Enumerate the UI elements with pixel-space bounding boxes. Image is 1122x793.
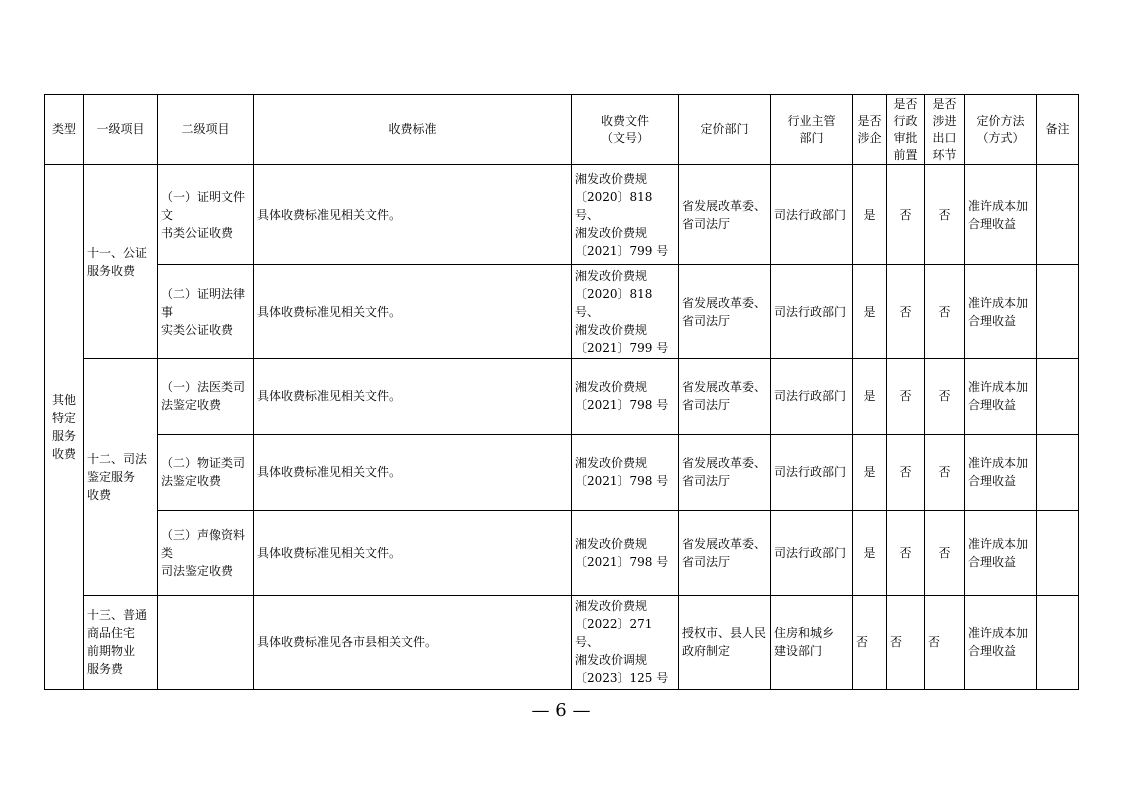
pricing-method-cell: 准许成本加 合理收益 [965, 434, 1037, 510]
level1-cell: 十二、司法 鉴定服务 收费 [84, 359, 158, 595]
admin-approval-cell: 否 [887, 595, 925, 689]
fee-table [44, 94, 1079, 690]
import-export-cell: 否 [925, 595, 965, 689]
doc-cell: 湘发改价费规 〔2022〕271 号、 湘发改价调规 〔2023〕125 号 [572, 595, 679, 689]
industry-dept-cell: 司法行政部门 [771, 510, 853, 595]
doc-cell: 湘发改价费规 〔2021〕798 号 [572, 359, 679, 434]
enterprise-cell: 是 [853, 434, 887, 510]
level2-cell: （一）证明文件文 书类公证收费 [158, 165, 254, 265]
level1-cell: 十一、公证 服务收费 [84, 165, 158, 359]
level2-cell: （一）法医类司 法鉴定收费 [158, 359, 254, 434]
table-row [45, 359, 1079, 434]
header-admin-approval: 是否 行政 审批 前置 [887, 95, 925, 165]
standard-cell: 具体收费标准见相关文件。 [254, 434, 572, 510]
pricing-dept-cell: 省发展改革委、 省司法厅 [679, 265, 771, 359]
industry-dept-cell: 司法行政部门 [771, 359, 853, 434]
pricing-dept-cell: 授权市、县人民 政府制定 [679, 595, 771, 689]
admin-approval-cell: 否 [887, 265, 925, 359]
pricing-dept-cell: 省发展改革委、 省司法厅 [679, 434, 771, 510]
standard-cell: 具体收费标准见相关文件。 [254, 359, 572, 434]
admin-approval-cell: 否 [887, 434, 925, 510]
level2-cell [158, 595, 254, 689]
industry-dept-cell: 司法行政部门 [771, 265, 853, 359]
header-doc: 收费文件 （文号） [572, 95, 679, 165]
pricing-method-cell: 准许成本加 合理收益 [965, 510, 1037, 595]
pricing-method-cell: 准许成本加 合理收益 [965, 265, 1037, 359]
standard-cell: 具体收费标准见各市县相关文件。 [254, 595, 572, 689]
admin-approval-cell: 否 [887, 510, 925, 595]
category-cell: 其他 特定 服务 收费 [45, 165, 84, 690]
header-import-export: 是否 涉进 出口 环节 [925, 95, 965, 165]
standard-cell: 具体收费标准见相关文件。 [254, 510, 572, 595]
header-pricing-dept: 定价部门 [679, 95, 771, 165]
pricing-dept-cell: 省发展改革委、 省司法厅 [679, 165, 771, 265]
table-row [45, 434, 1079, 510]
doc-cell: 湘发改价费规 〔2020〕818 号、 湘发改价费规 〔2021〕799 号 [572, 265, 679, 359]
enterprise-cell: 是 [853, 265, 887, 359]
enterprise-cell: 是 [853, 359, 887, 434]
standard-cell: 具体收费标准见相关文件。 [254, 165, 572, 265]
import-export-cell: 否 [925, 510, 965, 595]
doc-cell: 湘发改价费规 〔2021〕798 号 [572, 434, 679, 510]
import-export-cell: 否 [925, 359, 965, 434]
enterprise-cell: 否 [853, 595, 887, 689]
standard-cell: 具体收费标准见相关文件。 [254, 265, 572, 359]
table-row [45, 510, 1079, 595]
remarks-cell [1037, 510, 1079, 595]
import-export-cell: 否 [925, 434, 965, 510]
industry-dept-cell: 司法行政部门 [771, 165, 853, 265]
doc-cell: 湘发改价费规 〔2021〕798 号 [572, 510, 679, 595]
doc-cell: 湘发改价费规 〔2020〕818 号、 湘发改价费规 〔2021〕799 号 [572, 165, 679, 265]
header-industry-dept: 行业主管 部门 [771, 95, 853, 165]
remarks-cell [1037, 165, 1079, 265]
level2-cell: （二）证明法律事 实类公证收费 [158, 265, 254, 359]
import-export-cell: 否 [925, 265, 965, 359]
table-row [45, 165, 1079, 265]
import-export-cell: 否 [925, 165, 965, 265]
table-row [45, 595, 1079, 689]
admin-approval-cell: 否 [887, 359, 925, 434]
pricing-method-cell: 准许成本加 合理收益 [965, 595, 1037, 689]
remarks-cell [1037, 434, 1079, 510]
remarks-cell [1037, 265, 1079, 359]
pricing-method-cell: 准许成本加 合理收益 [965, 359, 1037, 434]
industry-dept-cell: 司法行政部门 [771, 434, 853, 510]
admin-approval-cell: 否 [887, 165, 925, 265]
industry-dept-cell: 住房和城乡 建设部门 [771, 595, 853, 689]
remarks-cell [1037, 359, 1079, 434]
header-enterprise: 是否 涉企 [853, 95, 887, 165]
enterprise-cell: 是 [853, 165, 887, 265]
table-row [45, 265, 1079, 359]
header-remarks: 备注 [1037, 95, 1079, 165]
level1-cell: 十三、普通 商品住宅 前期物业 服务费 [84, 595, 158, 689]
level2-cell: （二）物证类司 法鉴定收费 [158, 434, 254, 510]
level2-cell: （三）声像资料类 司法鉴定收费 [158, 510, 254, 595]
pricing-dept-cell: 省发展改革委、 省司法厅 [679, 359, 771, 434]
header-standard: 收费标准 [254, 95, 572, 165]
header-level2: 二级项目 [158, 95, 254, 165]
pricing-method-cell: 准许成本加 合理收益 [965, 165, 1037, 265]
header-pricing-method: 定价方法 （方式） [965, 95, 1037, 165]
remarks-cell [1037, 595, 1079, 689]
header-type: 类型 [45, 95, 84, 165]
page-number: — 6 — [531, 700, 591, 721]
header-row [45, 95, 1079, 165]
enterprise-cell: 是 [853, 510, 887, 595]
header-level1: 一级项目 [84, 95, 158, 165]
pricing-dept-cell: 省发展改革委、 省司法厅 [679, 510, 771, 595]
